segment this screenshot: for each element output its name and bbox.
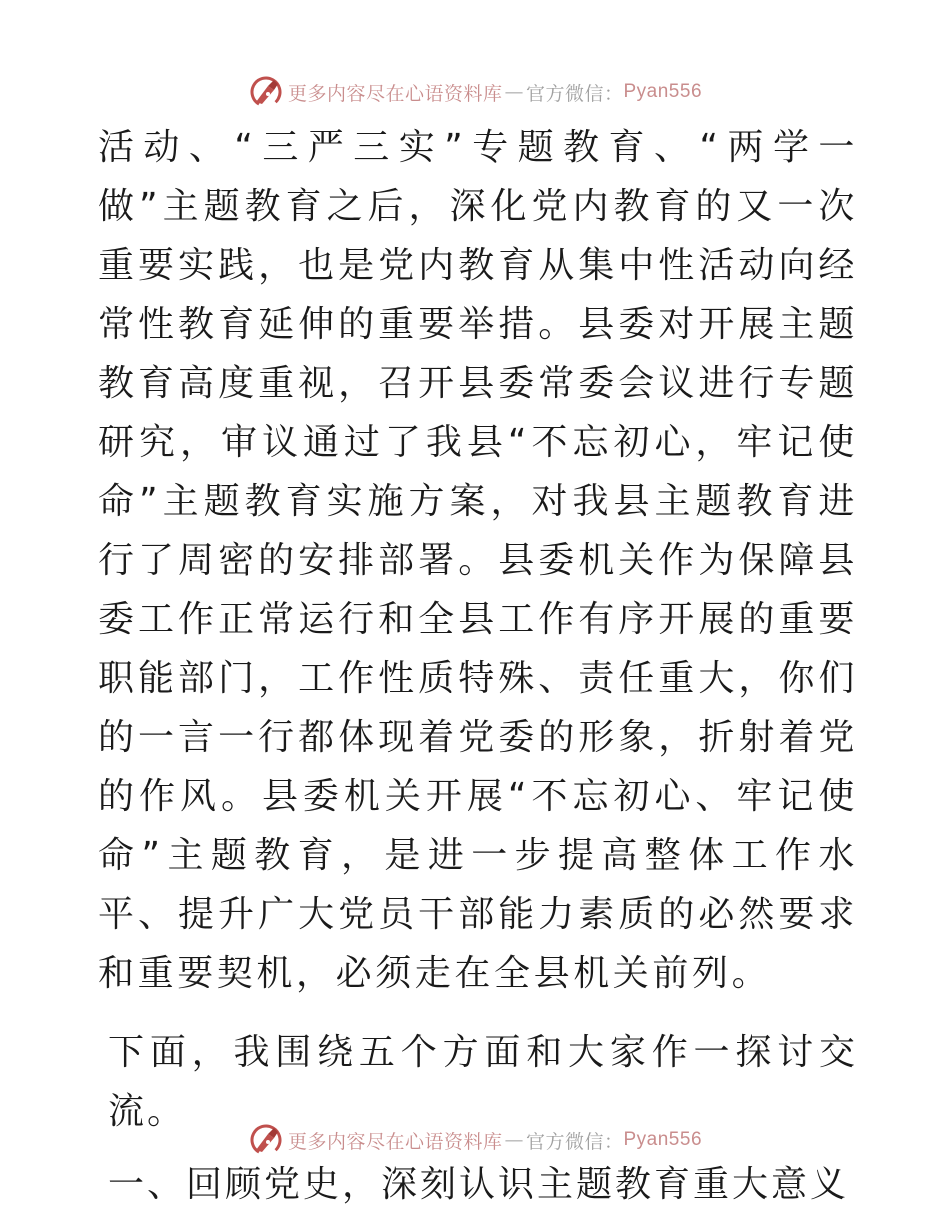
body-paragraph: 活动、“三严三实”专题教育、“两学一做”主题教育之后，深化党内教育的又一次重要实践，也是党内教育从集中性活动向经常性教育延伸的重要举措。县委对开展主题教育高度重视，召开县委常委会议进行专题研究，审议通过了我县“不忘初心，牢记使命”主题教育实施方案，对我县主题教育进行了周密的安排部署。县委机关作为保障县委工作正常运行和全县工作有序开展的重要职能部门，工作性质特殊、责任重大，你们的一言一行都体现着党委的形象，折射着党的作风。县委机关开展“不忘初心、牢记使命”主题教育，是进一步提高整体工作水平、提升广大党员干部能力素质的必然要求和重要契机，必须走在全县机关前列。 — [98, 127, 858, 994]
watermark-sub-text: 官方微信： — [525, 1130, 624, 1153]
pen-nib-circle-icon — [248, 74, 284, 110]
document-body — [98, 118, 858, 1214]
watermark-main-text: 更多内容尽在心语资料库 — [287, 1130, 503, 1153]
watermark-id-text: Pyan556 — [623, 81, 703, 102]
watermark-main-text: 更多内容尽在心语资料库 — [287, 82, 503, 105]
watermark-sub-text: 官方微信： — [525, 82, 624, 105]
watermark-separator: — — [504, 81, 524, 103]
header-watermark — [0, 72, 950, 112]
footer-watermark — [0, 1120, 950, 1160]
section-heading: 一、回顾党史，深刻认识主题教育重大意义 — [108, 1164, 850, 1205]
pen-nib-circle-icon — [248, 1122, 284, 1158]
watermark-separator: — — [504, 1129, 524, 1151]
intro-paragraph: 下面，我围绕五个方面和大家作一探讨交流。 — [108, 1032, 858, 1132]
watermark-id-text: Pyan556 — [623, 1129, 703, 1150]
